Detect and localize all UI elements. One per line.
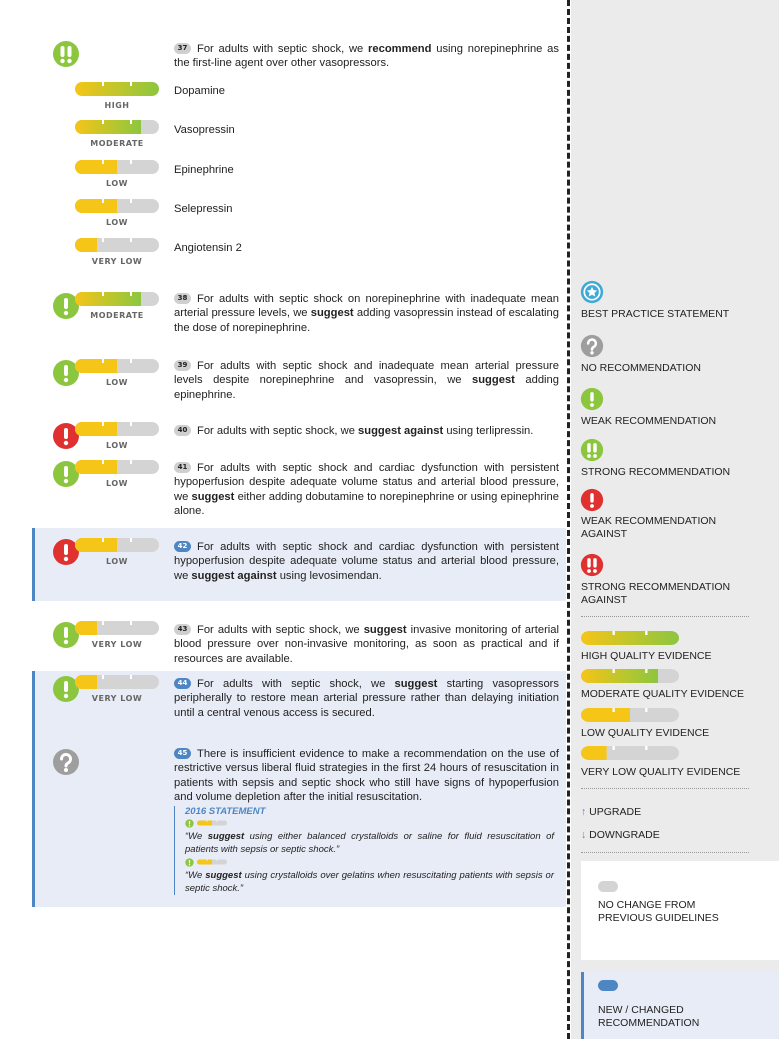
legend-best-practice: BEST PRACTICE STATEMENT [581, 308, 730, 320]
quality-bar-low [75, 538, 159, 552]
rec-number-badge-new: 44 [174, 678, 191, 689]
grey-badge-swatch [598, 881, 618, 892]
grade-label: HIGH [104, 101, 130, 110]
grade-label: VERY LOW [91, 694, 143, 703]
legend-separator [581, 788, 749, 789]
recommendation-42-text: 42 For adults with septic shock and cardiac dysfunction with persistent hypoperfusion despite adequate volume status and arterial blood pressure, we suggest against using levosimendan. [174, 541, 559, 582]
legend-no-change-box [581, 861, 779, 960]
legend-high-quality: HIGH QUALITY EVIDENCE [581, 650, 712, 662]
quality-bar-very-low [581, 746, 679, 760]
recommendation-39 [32, 357, 566, 409]
strong-recommendation-against-icon [580, 553, 604, 577]
rec-number-badge: 41 [174, 462, 191, 473]
quality-bar-high [581, 631, 679, 645]
weak-recommendation-icon [580, 387, 604, 411]
option-selepressin: Selepressin [174, 203, 233, 215]
weak-recommendation-icon [185, 819, 194, 828]
option-dopamine: Dopamine [174, 85, 225, 97]
legend-separator [581, 616, 749, 617]
legend-new-changed: NEW / CHANGED RECOMMENDATION [598, 1004, 700, 1029]
quality-bar-low [197, 859, 227, 865]
recommendation-42 [32, 528, 566, 601]
rec-number-badge-new: 42 [174, 541, 191, 552]
quality-bar-low [581, 708, 679, 722]
legend-separator [581, 852, 749, 853]
recommendation-40 [32, 420, 566, 454]
recommendation-41-text: 41 For adults with septic shock and cardiac dysfunction with persistent hypoperfusion despite adequate volume status and arterial blood pressure, we suggest either adding dobutamine to norepinephrine or using epinephrine alone. [174, 462, 559, 518]
quality-bar-low [75, 359, 159, 373]
grade-label: LOW [106, 218, 128, 227]
legend-divider [567, 0, 570, 1039]
no-recommendation-icon [52, 748, 80, 776]
quality-bar-low [75, 422, 159, 436]
rec-number-badge: 38 [174, 293, 191, 304]
option-angiotensin-2: Angiotensin 2 [174, 242, 242, 254]
quality-bar-very-low [75, 675, 159, 689]
recommendation-38-text: 38 For adults with septic shock on norepinephrine with inadequate mean arterial pressure levels, we suggest adding vasopressin instead of escalating the dose of norepinephrine. [174, 293, 559, 334]
grade-label: MODERATE [90, 139, 144, 148]
rec-number-badge-new: 45 [174, 748, 191, 759]
legend-downgrade: ↓ DOWNGRADE [581, 829, 660, 841]
rec-number-badge: 43 [174, 624, 191, 635]
recommendation-39-text: 39 For adults with septic shock and inadequate mean arterial pressure levels despite norepinephrine and vasopressin, we suggest adding epinephrine. [174, 360, 559, 401]
grade-label: LOW [106, 557, 128, 566]
quality-bar-high [75, 82, 159, 96]
legend-strong-against: STRONG RECOMMENDATION AGAINST [581, 581, 731, 606]
quality-bar-low [75, 460, 159, 474]
grade-label: LOW [106, 179, 128, 188]
previous-2016-statement [174, 806, 554, 895]
recommendation-43-text: 43 For adults with septic shock, we suggest invasive monitoring of arterial blood pressure over non-invasive monitoring, as soon as practical and if resources are available. [174, 624, 559, 665]
recommendation-43 [32, 601, 566, 665]
quality-bar-low [75, 199, 159, 213]
grade-label: LOW [106, 479, 128, 488]
legend-no-recommendation: NO RECOMMENDATION [581, 362, 701, 374]
quality-bar-very-low [75, 621, 159, 635]
previous-statement-grade [185, 857, 554, 867]
recommendation-41 [32, 458, 566, 520]
weak-recommendation-icon [185, 858, 194, 867]
arrow-down-icon: ↓ [581, 829, 587, 841]
legend-weak-against: WEAK RECOMMENDATION AGAINST [581, 515, 717, 540]
strong-recommendation-icon [52, 40, 80, 68]
legend-no-change: NO CHANGE FROM PREVIOUS GUIDELINES [598, 899, 719, 924]
recommendation-40-text: 40 For adults with septic shock, we suggest against using terlipressin. [174, 424, 559, 438]
option-epinephrine: Epinephrine [174, 164, 234, 176]
legend-new-changed-box [581, 972, 779, 1039]
legend-strong: STRONG RECOMMENDATION [581, 466, 731, 478]
grade-label: VERY LOW [91, 257, 143, 266]
legend-weak: WEAK RECOMMENDATION [581, 415, 717, 427]
quality-bar-moderate [581, 669, 679, 683]
recommendation-37-text: 37 For adults with septic shock, we recommend using norepinephrine as the first-line agent over other vasopressors. [174, 43, 559, 70]
grade-label: VERY LOW [91, 640, 143, 649]
legend-low-quality: LOW QUALITY EVIDENCE [581, 727, 710, 739]
arrow-up-icon: ↑ [581, 806, 587, 818]
previous-statement-title: 2016 STATEMENT [185, 806, 266, 817]
legend-moderate-quality: MODERATE QUALITY EVIDENCE [581, 688, 744, 700]
rec-number-badge: 39 [174, 360, 191, 371]
quality-bar-low [197, 820, 227, 826]
grade-label: LOW [106, 441, 128, 450]
quality-bar-low [75, 160, 159, 174]
quality-bar-moderate [75, 120, 159, 134]
recommendation-44-text: 44 For adults with septic shock, we suggest starting vasopressors peripherally to restore mean arterial pressure rather than delaying initiation until a central venous access is secured. [174, 678, 559, 719]
blue-badge-swatch [598, 980, 618, 991]
previous-statement-grade [185, 818, 554, 828]
no-recommendation-icon [580, 334, 604, 358]
legend-upgrade: ↑ UPGRADE [581, 806, 642, 818]
previous-statement-quote-2: “We suggest using crystalloids over gelatins when resuscitating patients with sepsis or septic shock.” [185, 870, 554, 894]
quality-bar-moderate [75, 292, 159, 306]
grade-label: MODERATE [90, 311, 144, 320]
strong-recommendation-icon [580, 438, 604, 462]
grade-label: LOW [106, 378, 128, 387]
weak-recommendation-against-icon [580, 488, 604, 512]
option-vasopressin: Vasopressin [174, 124, 235, 136]
best-practice-icon [580, 280, 604, 304]
quality-bar-very-low [75, 238, 159, 252]
legend-very-low-quality: VERY LOW QUALITY EVIDENCE [581, 766, 741, 778]
recommendation-45-text: 45 There is insufficient evidence to make a recommendation on the use of restrictive versus liberal fluid strategies in the first 24 hours of resuscitation in patients with sepsis and septic shock who still have signs of hypoperfusion and volume depletion after the initial resuscitation. [174, 748, 559, 804]
recommendation-38 [32, 290, 566, 342]
rec-number-badge: 37 [174, 43, 191, 54]
previous-statement-quote-1: “We suggest using either balanced crystalloids or saline for fluid resuscitation of patients with sepsis or septic shock.” [185, 831, 555, 855]
rec-number-badge: 40 [174, 425, 191, 436]
